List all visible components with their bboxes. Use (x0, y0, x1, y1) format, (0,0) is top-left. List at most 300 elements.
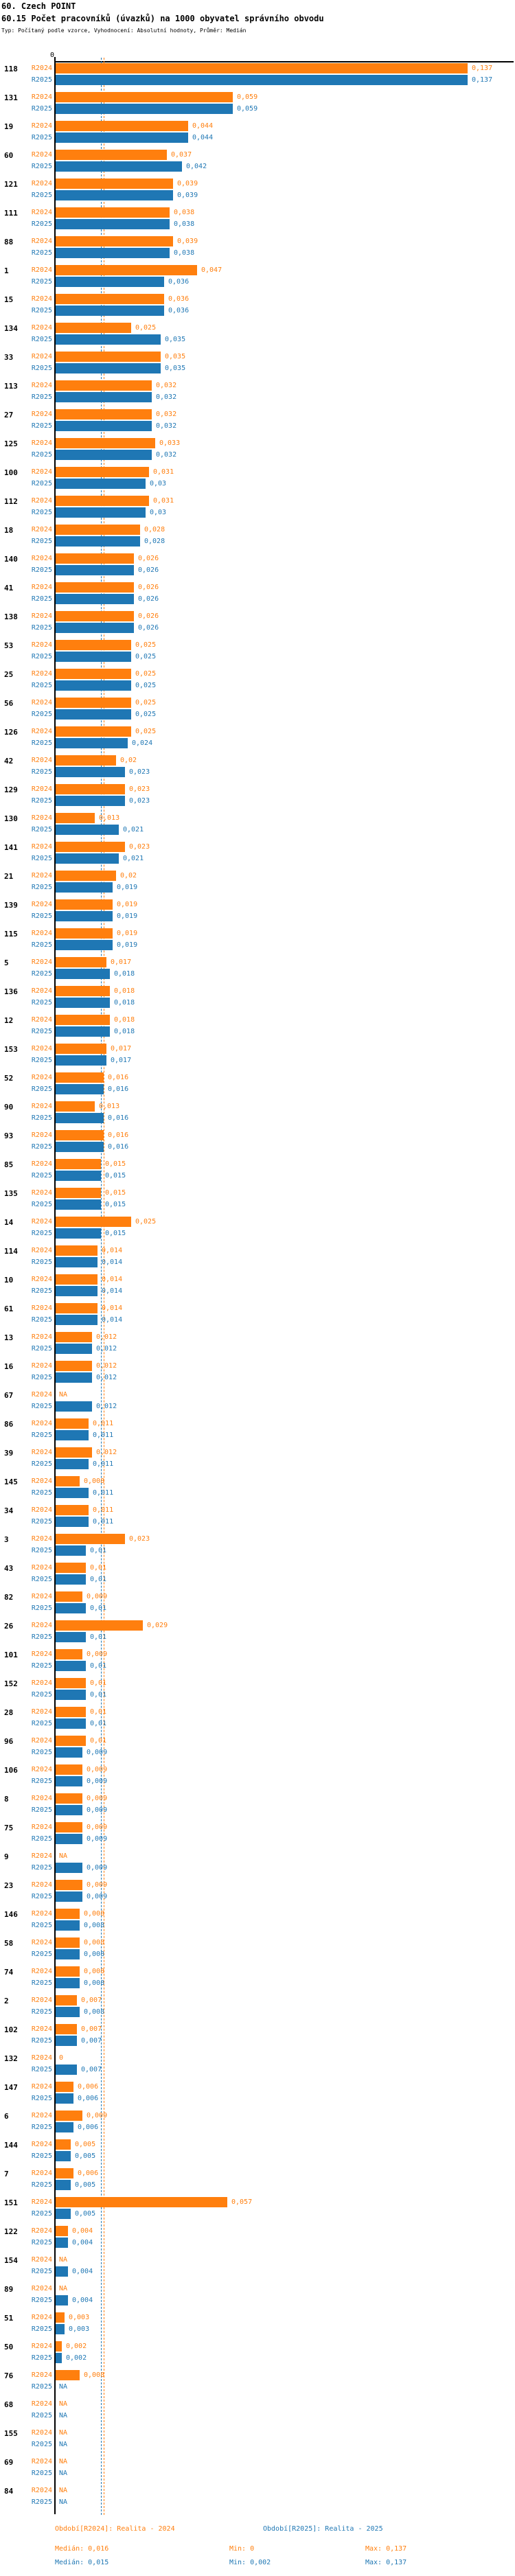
category-label: 155 (4, 2429, 18, 2438)
category-group (0, 726, 515, 748)
value-label-r2024: 0,035 (165, 353, 186, 360)
bar-r2024 (56, 1217, 131, 1227)
category-group (0, 1563, 515, 1585)
bar-row-r2025 (0, 1632, 515, 1642)
page-title: 60. Czech POINT (1, 1, 76, 11)
bar-row-r2025 (0, 219, 515, 229)
bar-r2024 (56, 1130, 104, 1140)
category-label: 39 (4, 1449, 14, 1458)
series-label-r2025: R2025 (31, 1864, 52, 1872)
category-label: 114 (4, 1247, 18, 1256)
category-group (0, 928, 515, 950)
bar-row-r2025 (0, 536, 515, 547)
bar-r2024 (56, 352, 161, 362)
series-label-r2024: R2024 (31, 1045, 52, 1053)
value-label-r2024: NA (59, 2429, 68, 2437)
bar-row-r2024 (0, 755, 515, 766)
category-group (0, 1966, 515, 1988)
bar-r2024 (56, 150, 167, 160)
bar-row-r2025 (0, 853, 515, 864)
bar-r2025 (56, 882, 113, 893)
category-label: 50 (4, 2343, 14, 2351)
value-label-r2024: 0,017 (111, 1045, 132, 1053)
series-label-r2024: R2024 (31, 1189, 52, 1197)
bar-r2024 (56, 1505, 89, 1515)
series-label-r2025: R2025 (31, 941, 52, 949)
bar-r2025 (56, 1747, 82, 1758)
category-group (0, 1736, 515, 1758)
value-label-r2024: 0,031 (153, 468, 174, 476)
value-label-r2024: 0,008 (84, 1910, 105, 1918)
bar-r2025 (56, 2065, 77, 2075)
series-label-r2024: R2024 (31, 1333, 52, 1341)
value-label-r2024: 0,009 (87, 1824, 108, 1831)
value-label-r2024: 0,004 (72, 2227, 93, 2235)
value-label-r2025: 0,008 (84, 2008, 105, 2016)
bar-r2024 (56, 1591, 82, 1602)
bar-row-r2024 (0, 92, 515, 102)
series-label-r2025: R2025 (31, 393, 52, 401)
category-group (0, 323, 515, 345)
series-label-r2025: R2025 (31, 1057, 52, 1064)
category-group (0, 1505, 515, 1527)
category-group (0, 813, 515, 835)
bar-r2025 (56, 2122, 73, 2132)
series-label-r2025: R2025 (31, 2498, 52, 2506)
value-label-r2024: 0,039 (177, 180, 198, 187)
series-label-r2024: R2024 (31, 209, 52, 216)
bar-row-r2024 (0, 1591, 515, 1602)
category-group (0, 2111, 515, 2132)
bar-row-r2025 (0, 623, 515, 633)
value-label-r2025: 0,026 (138, 624, 159, 632)
value-label-r2024: NA (59, 2400, 68, 2408)
series-label-r2024: R2024 (31, 2429, 52, 2437)
value-label-r2025: 0,002 (66, 2354, 87, 2362)
value-label-r2025: 0,008 (84, 1979, 105, 1987)
series-label-r2024: R2024 (31, 1103, 52, 1110)
value-label-r2024: 0,009 (87, 2112, 108, 2119)
bar-row-r2024 (0, 957, 515, 967)
bar-row-r2024 (0, 928, 515, 939)
bar-row-r2024 (0, 1563, 515, 1573)
category-label: 68 (4, 2400, 14, 2409)
bar-row-r2024 (0, 553, 515, 564)
value-label-r2025: 0,01 (90, 1576, 107, 1583)
bar-row-r2025 (0, 1113, 515, 1123)
category-label: 146 (4, 1910, 18, 1919)
value-label-r2024: 0,012 (96, 1449, 117, 1456)
bar-row-r2024 (0, 1909, 515, 1919)
value-label-r2025: 0,01 (90, 1547, 107, 1554)
bar-row-r2025 (0, 1142, 515, 1152)
value-label-r2024: 0,014 (102, 1247, 123, 1254)
value-label-r2025: 0,012 (96, 1403, 117, 1410)
bar-row-r2024 (0, 2226, 515, 2236)
bar-r2024 (56, 2111, 82, 2121)
value-label-r2024: 0,011 (93, 1506, 114, 1514)
category-label: 151 (4, 2198, 18, 2207)
series-label-r2024: R2024 (31, 785, 52, 793)
category-label: 67 (4, 1391, 14, 1400)
value-label-r2025: NA (59, 2441, 68, 2448)
value-label-r2024: 0,033 (159, 439, 181, 447)
bar-row-r2025 (0, 306, 515, 316)
x-axis-line (54, 61, 514, 62)
bar-row-r2025 (0, 1574, 515, 1585)
series-label-r2025: R2025 (31, 1720, 52, 1727)
bar-row-r2024 (0, 1274, 515, 1285)
bar-row-r2025 (0, 2266, 515, 2277)
value-label-r2025: 0,009 (87, 1749, 108, 1756)
bar-row-r2025 (0, 2468, 515, 2479)
bar-r2025 (56, 2324, 65, 2334)
bar-r2025 (56, 1488, 89, 1498)
bar-r2024 (56, 2341, 62, 2351)
series-label-r2024: R2024 (31, 439, 52, 447)
bar-r2024 (56, 842, 125, 852)
category-group (0, 871, 515, 893)
category-label: 7 (4, 2170, 9, 2178)
bar-row-r2024 (0, 63, 515, 73)
category-label: 69 (4, 2458, 14, 2467)
bar-row-r2024 (0, 207, 515, 218)
category-group (0, 2255, 515, 2277)
legend-min-r2024: Min: 0 (229, 2545, 255, 2553)
category-group (0, 1274, 515, 1296)
bar-r2025 (56, 1920, 80, 1931)
series-label-r2025: R2025 (31, 2268, 52, 2275)
bar-row-r2024 (0, 179, 515, 189)
series-label-r2025: R2025 (31, 76, 52, 84)
value-label-r2024: 0,025 (135, 670, 157, 678)
value-label-r2025: 0,016 (108, 1114, 129, 1122)
bar-r2025 (56, 796, 125, 806)
series-label-r2024: R2024 (31, 526, 52, 533)
bar-r2025 (56, 1401, 92, 1412)
bar-r2024 (56, 1909, 80, 1919)
bar-row-r2025 (0, 1084, 515, 1094)
series-label-r2025: R2025 (31, 1835, 52, 1843)
category-group (0, 1620, 515, 1642)
value-label-r2024: 0,016 (108, 1131, 129, 1139)
bar-row-r2024 (0, 1303, 515, 1313)
bar-r2025 (56, 1776, 82, 1786)
category-label: 122 (4, 2227, 18, 2236)
bar-r2024 (56, 553, 134, 564)
bar-row-r2025 (0, 1401, 515, 1412)
bar-row-r2025 (0, 2411, 515, 2421)
bar-row-r2025 (0, 1978, 515, 1988)
series-label-r2025: R2025 (31, 711, 52, 718)
value-label-r2024: 0,01 (90, 1737, 107, 1745)
series-label-r2025: R2025 (31, 595, 52, 603)
value-label-r2025: 0,004 (72, 2297, 93, 2304)
value-label-r2024: 0,013 (99, 1103, 120, 1110)
bar-row-r2024 (0, 2312, 515, 2323)
value-label-r2025: 0,004 (72, 2268, 93, 2275)
value-label-r2024: 0,059 (237, 93, 258, 101)
series-label-r2025: R2025 (31, 1951, 52, 1958)
series-label-r2025: R2025 (31, 451, 52, 459)
value-label-r2024: 0,015 (105, 1160, 126, 1168)
series-label-r2025: R2025 (31, 2008, 52, 2016)
value-label-r2025: 0,005 (75, 2210, 96, 2218)
value-label-r2025: 0,01 (90, 1633, 107, 1641)
series-label-r2024: R2024 (31, 757, 52, 764)
bar-r2025 (56, 2295, 68, 2305)
value-label-r2024: 0,026 (138, 555, 159, 562)
category-group (0, 2082, 515, 2104)
bar-r2025 (56, 2266, 68, 2277)
category-label: 21 (4, 872, 14, 881)
series-label-r2024: R2024 (31, 122, 52, 130)
bar-row-r2025 (0, 825, 515, 835)
series-label-r2025: R2025 (31, 163, 52, 170)
bar-r2025 (56, 1891, 82, 1902)
series-label-r2025: R2025 (31, 1691, 52, 1699)
bar-row-r2024 (0, 1764, 515, 1775)
bar-row-r2025 (0, 2180, 515, 2190)
bar-r2025 (56, 450, 152, 460)
category-group (0, 1015, 515, 1037)
category-label: 1 (4, 266, 9, 275)
bar-r2025 (56, 825, 119, 835)
bar-row-r2024 (0, 2053, 515, 2063)
bar-r2024 (56, 121, 188, 131)
bar-row-r2024 (0, 813, 515, 823)
bar-r2025 (56, 1199, 101, 1210)
value-label-r2025: 0,018 (114, 999, 135, 1007)
bar-r2025 (56, 709, 131, 720)
series-label-r2024: R2024 (31, 699, 52, 706)
bar-r2025 (56, 1834, 82, 1844)
category-label: 147 (4, 2083, 18, 2092)
series-label-r2025: R2025 (31, 1114, 52, 1122)
category-group (0, 380, 515, 402)
series-label-r2025: R2025 (31, 1489, 52, 1497)
bar-row-r2024 (0, 2111, 515, 2121)
value-label-r2024: 0,017 (111, 958, 132, 966)
value-label-r2024: 0,009 (87, 1881, 108, 1889)
value-label-r2025: 0,019 (117, 912, 138, 920)
value-label-r2025: 0,019 (117, 941, 138, 949)
bar-r2024 (56, 294, 164, 304)
series-label-r2025: R2025 (31, 797, 52, 805)
value-label-r2025: 0,015 (105, 1172, 126, 1180)
series-label-r2024: R2024 (31, 2141, 52, 2148)
category-label: 141 (4, 843, 18, 852)
series-label-r2024: R2024 (31, 2400, 52, 2408)
bar-r2025 (56, 1718, 86, 1729)
bar-row-r2025 (0, 190, 515, 200)
category-group (0, 553, 515, 575)
bar-row-r2025 (0, 1171, 515, 1181)
bar-r2024 (56, 1793, 82, 1804)
value-label-r2025: 0,016 (108, 1085, 129, 1093)
chart-meta-line: Typ: Počítaný podle vzorce, Vyhodnocení: Absolutní hodnoty, Průměr: Medián (1, 27, 247, 34)
category-group (0, 496, 515, 518)
bar-row-r2024 (0, 871, 515, 881)
value-label-r2025: 0,024 (132, 739, 153, 747)
series-label-r2024: R2024 (31, 843, 52, 851)
category-label: 153 (4, 1045, 18, 1054)
series-label-r2025: R2025 (31, 999, 52, 1007)
bar-row-r2024 (0, 2168, 515, 2178)
value-label-r2024: 0,009 (87, 1593, 108, 1600)
series-label-r2024: R2024 (31, 1795, 52, 1802)
series-label-r2024: R2024 (31, 670, 52, 678)
bar-r2025 (56, 2093, 73, 2104)
series-label-r2024: R2024 (31, 1016, 52, 1024)
category-label: 53 (4, 641, 14, 650)
bar-r2024 (56, 1188, 101, 1198)
bar-r2025 (56, 1372, 92, 1383)
bar-row-r2025 (0, 1430, 515, 1440)
value-label-r2024: 0,02 (120, 757, 137, 764)
category-group (0, 2399, 515, 2421)
bar-row-r2024 (0, 352, 515, 362)
bar-r2024 (56, 1044, 106, 1054)
value-label-r2024: 0,006 (78, 2083, 99, 2091)
series-label-r2024: R2024 (31, 2198, 52, 2206)
bar-r2025 (56, 2180, 71, 2190)
value-label-r2024: 0,008 (84, 1968, 105, 1975)
bar-r2025 (56, 998, 110, 1008)
category-label: 10 (4, 1276, 14, 1285)
series-label-r2025: R2025 (31, 1316, 52, 1324)
category-group (0, 1909, 515, 1931)
bar-r2024 (56, 63, 468, 73)
bar-r2024 (56, 1678, 86, 1688)
series-label-r2025: R2025 (31, 1749, 52, 1756)
series-label-r2024: R2024 (31, 497, 52, 505)
series-label-r2024: R2024 (31, 2256, 52, 2264)
series-label-r2024: R2024 (31, 1766, 52, 1773)
series-label-r2024: R2024 (31, 1477, 52, 1485)
series-label-r2024: R2024 (31, 295, 52, 303)
series-label-r2024: R2024 (31, 612, 52, 620)
category-label: 16 (4, 1362, 14, 1371)
x-axis-zero-label: 0 (50, 51, 55, 59)
legend-max-r2025: Max: 0,137 (365, 2559, 407, 2566)
bar-r2025 (56, 1603, 86, 1613)
bar-row-r2025 (0, 652, 515, 662)
value-label-r2024: 0,008 (84, 1477, 105, 1485)
value-label-r2024: 0,044 (192, 122, 214, 130)
category-label: 58 (4, 1939, 14, 1948)
value-label-r2024: 0,025 (135, 699, 157, 706)
category-group (0, 1159, 515, 1181)
series-label-r2024: R2024 (31, 1968, 52, 1975)
value-label-r2024: 0,008 (84, 2371, 105, 2379)
category-label: 132 (4, 2054, 18, 2063)
bar-row-r2024 (0, 1447, 515, 1458)
bar-row-r2025 (0, 1949, 515, 1959)
bar-row-r2025 (0, 1344, 515, 1354)
bar-row-r2024 (0, 1217, 515, 1227)
series-label-r2025: R2025 (31, 249, 52, 257)
bar-r2024 (56, 525, 140, 535)
category-group (0, 1851, 515, 1873)
value-label-r2025: 0,009 (87, 1778, 108, 1785)
category-group (0, 2485, 515, 2507)
bar-row-r2025 (0, 2295, 515, 2305)
series-label-r2024: R2024 (31, 2025, 52, 2033)
bar-row-r2025 (0, 450, 515, 460)
bar-row-r2025 (0, 1690, 515, 1700)
value-label-r2025: NA (59, 2383, 68, 2391)
bar-row-r2025 (0, 2093, 515, 2104)
bar-row-r2024 (0, 380, 515, 391)
series-label-r2024: R2024 (31, 1391, 52, 1399)
bar-row-r2025 (0, 479, 515, 489)
bar-row-r2025 (0, 2382, 515, 2392)
bar-row-r2024 (0, 1851, 515, 1861)
series-label-r2025: R2025 (31, 653, 52, 660)
bar-r2024 (56, 1563, 86, 1573)
value-label-r2025: 0,008 (84, 1951, 105, 1958)
bar-r2024 (56, 265, 197, 275)
value-label-r2024: 0,018 (114, 987, 135, 995)
bar-row-r2025 (0, 2238, 515, 2248)
series-label-r2024: R2024 (31, 814, 52, 822)
bar-r2025 (56, 1690, 86, 1700)
series-label-r2024: R2024 (31, 987, 52, 995)
category-label: 86 (4, 1420, 14, 1429)
value-label-r2024: 0 (59, 2054, 64, 2062)
bar-row-r2025 (0, 998, 515, 1008)
value-label-r2025: 0,018 (114, 970, 135, 978)
value-label-r2025: 0,023 (129, 768, 150, 776)
series-label-r2024: R2024 (31, 266, 52, 274)
category-label: 14 (4, 1218, 14, 1227)
category-group (0, 2457, 515, 2479)
bar-row-r2025 (0, 1603, 515, 1613)
bar-r2024 (56, 1764, 82, 1775)
series-label-r2024: R2024 (31, 2314, 52, 2321)
series-label-r2025: R2025 (31, 278, 52, 286)
series-label-r2025: R2025 (31, 1922, 52, 1929)
bar-r2024 (56, 1966, 80, 1977)
value-label-r2024: 0,002 (66, 2343, 87, 2350)
category-label: 9 (4, 1852, 9, 1861)
series-label-r2025: R2025 (31, 1230, 52, 1237)
bar-row-r2024 (0, 438, 515, 448)
series-label-r2025: R2025 (31, 826, 52, 833)
bar-row-r2024 (0, 1361, 515, 1371)
bar-row-r2025 (0, 1372, 515, 1383)
value-label-r2024: 0,009 (87, 1795, 108, 1802)
bar-row-r2024 (0, 1072, 515, 1083)
value-label-r2024: NA (59, 2487, 68, 2494)
category-label: 152 (4, 1679, 18, 1688)
bar-row-r2025 (0, 1776, 515, 1786)
value-label-r2024: 0,032 (156, 411, 177, 418)
category-group (0, 2139, 515, 2161)
bar-row-r2025 (0, 248, 515, 258)
value-label-r2024: 0,029 (147, 1622, 168, 1629)
value-label-r2024: 0,008 (84, 1939, 105, 1946)
category-group (0, 755, 515, 777)
value-label-r2025: NA (59, 2498, 68, 2506)
bar-row-r2024 (0, 265, 515, 275)
category-label: 101 (4, 1651, 18, 1659)
series-label-r2024: R2024 (31, 353, 52, 360)
series-label-r2024: R2024 (31, 382, 52, 389)
bar-r2024 (56, 236, 173, 246)
value-label-r2025: 0,009 (87, 1806, 108, 1814)
